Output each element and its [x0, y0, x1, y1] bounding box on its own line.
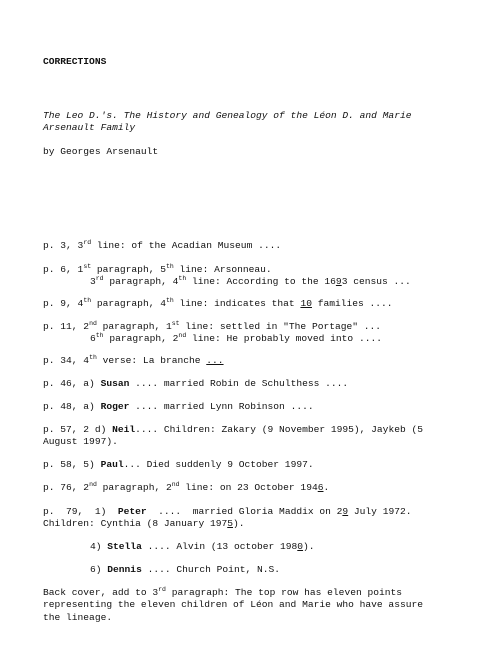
correction-entry: p. 6, 1st paragraph, 5th line: Arsonneau. — [43, 263, 272, 275]
name-paul: Paul — [100, 459, 124, 470]
correction-entry: p. 9, 4th paragraph, 4th line: indicates that 10 families .... — [43, 297, 393, 309]
correction-entry: p. 58, 5) Paul... Died suddenly 9 October 1997. — [43, 459, 314, 470]
correction-entry: p. 11, 2nd paragraph, 1st line: settled in "The Portage" ... — [43, 320, 382, 332]
heading: CORRECTIONS — [43, 56, 107, 67]
name-stella: Stella — [107, 541, 142, 552]
book-title — [43, 110, 463, 135]
byline: by Georges Arsenault — [43, 146, 159, 157]
correction-entry: 4) Stella .... Alvin (13 october 1980). — [90, 541, 315, 552]
correction-entry: p. 34, 4th verse: La branche ... — [43, 354, 224, 366]
correction-entry-continued: 6th paragraph, 2nd line: He probably moved into .... — [90, 332, 382, 344]
correction-entry: p. 57, 2 d) Neil.... Children: Zakary (9 November 1995), Jaykeb (5 August 1997). — [43, 424, 423, 448]
name-susan: Susan — [100, 378, 130, 389]
name-roger: Roger — [100, 401, 130, 412]
name-peter: Peter — [117, 506, 147, 517]
correction-entry: p. 3, 3rd line: of the Acadian Museum .... — [43, 239, 282, 251]
correction-entry: p. 79, 1) Peter .... married Gloria Maddix on 29 July 1972. Children: Cynthia (8 January 1975). — [43, 506, 412, 530]
name-neil: Neil — [112, 424, 136, 435]
correction-entry: p. 76, 2nd paragraph, 2nd line: on 23 October 1946. — [43, 481, 330, 493]
name-dennis: Dennis — [107, 564, 142, 575]
correction-entry: p. 46, a) Susan .... married Robin de Schulthess .... — [43, 378, 349, 389]
correction-entry: p. 48, a) Roger .... married Lynn Robinson .... — [43, 401, 314, 412]
correction-entry-continued: 3rd paragraph, 4th line: According to the 1693 census ... — [90, 275, 411, 287]
correction-entry: Back cover, add to 3rd paragraph: The top row has eleven points representing the eleven children of Léon and Marie who have assure the lineage. — [43, 586, 423, 623]
book-title-line-1: The Leo D.'s. The History and Genealogy of the Léon D. and Marie — [43, 110, 412, 121]
book-title-line-2: Arsenault Family — [43, 122, 136, 134]
correction-entry: 6) Dennis .... Church Point, N.S. — [90, 564, 281, 575]
